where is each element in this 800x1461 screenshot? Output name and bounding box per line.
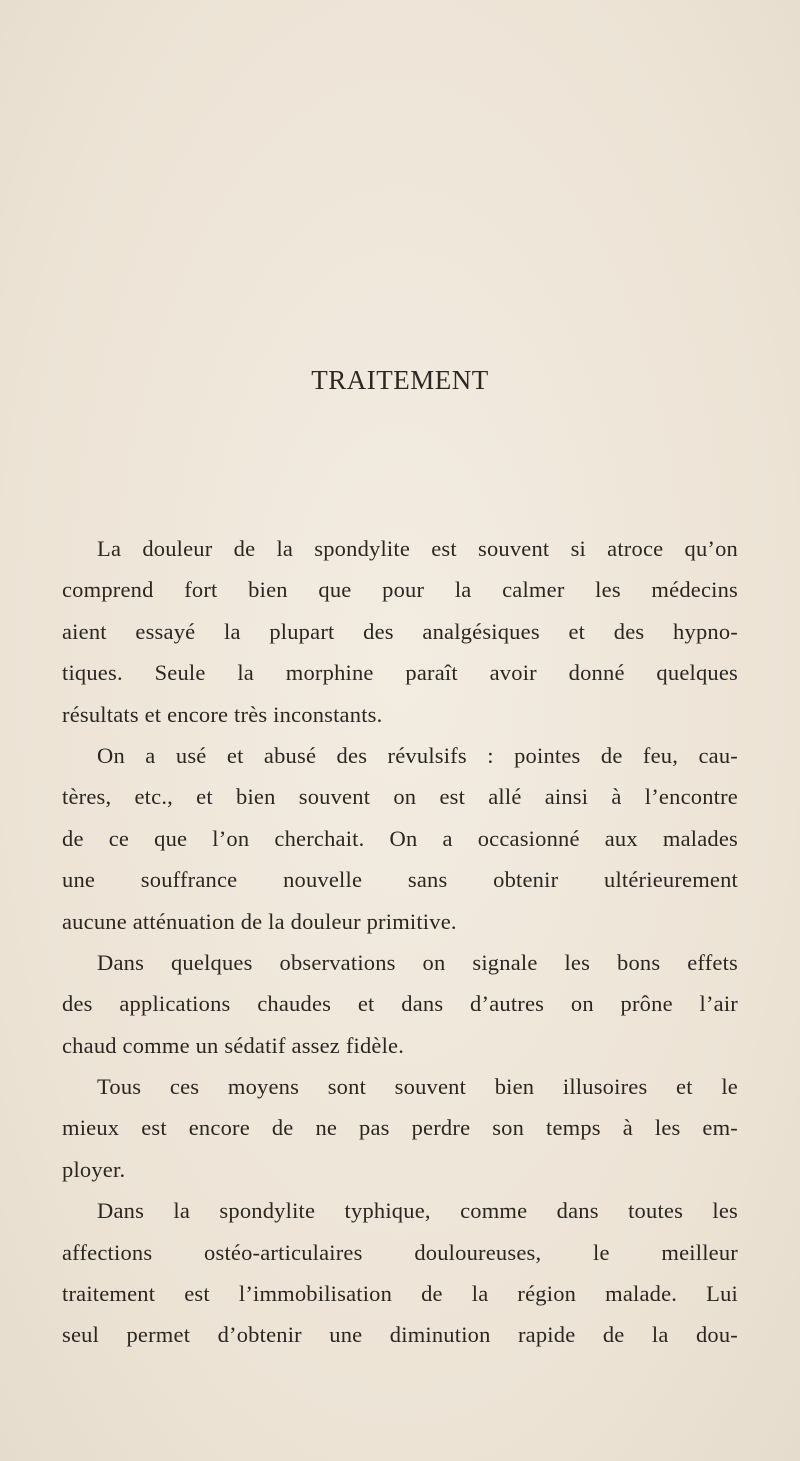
text-line: On a usé et abusé des révulsifs : pointes de feu, cau- [97,742,738,768]
text-line: ployer. [62,1156,126,1182]
text-line: aient essayé la plupart des analgésiques et des hypno- [62,618,738,644]
text-line: mieux est encore de ne pas perdre son temps à les em- [62,1115,738,1141]
text-line: Dans la spondylite typhique, comme dans toutes les [97,1198,738,1224]
text-line: La douleur de la spondylite est souvent si atroce qu’on [97,536,738,561]
text-line: une souffrance nouvelle sans obtenir ultérieurement [62,867,738,893]
text-line: affections ostéo-articulaires douloureuses, le meilleur [62,1239,738,1265]
text-line: aucune atténuation de la douleur primitive. [62,908,457,934]
body-text [62,528,738,1356]
text-line: résultats et encore très inconstants. [62,701,383,727]
text-line: chaud comme un sédatif assez fidèle. [62,1032,405,1058]
text-line: tiques. Seule la morphine paraît avoir donné quelques [62,660,738,686]
text-line: comprend fort bien que pour la calmer les médecins [62,577,738,603]
text-line: seul permet d’obtenir une diminution rapide de la dou- [62,1322,738,1348]
text-line: Tous ces moyens sont souvent bien illusoires et le [97,1074,738,1100]
chapter-heading: TRAITEMENT [311,365,489,395]
text-line: Dans quelques observations on signale les bons effets [97,949,738,975]
text-line: tères, etc., et bien souvent on est allé ainsi à l’encontre [62,784,738,810]
text-line: des applications chaudes et dans d’autres on prône l’air [62,991,738,1017]
text-line: de ce que l’on cherchait. On a occasionné aux malades [62,825,738,851]
text-line: traitement est l’immobilisation de la région malade. Lui [62,1281,738,1307]
